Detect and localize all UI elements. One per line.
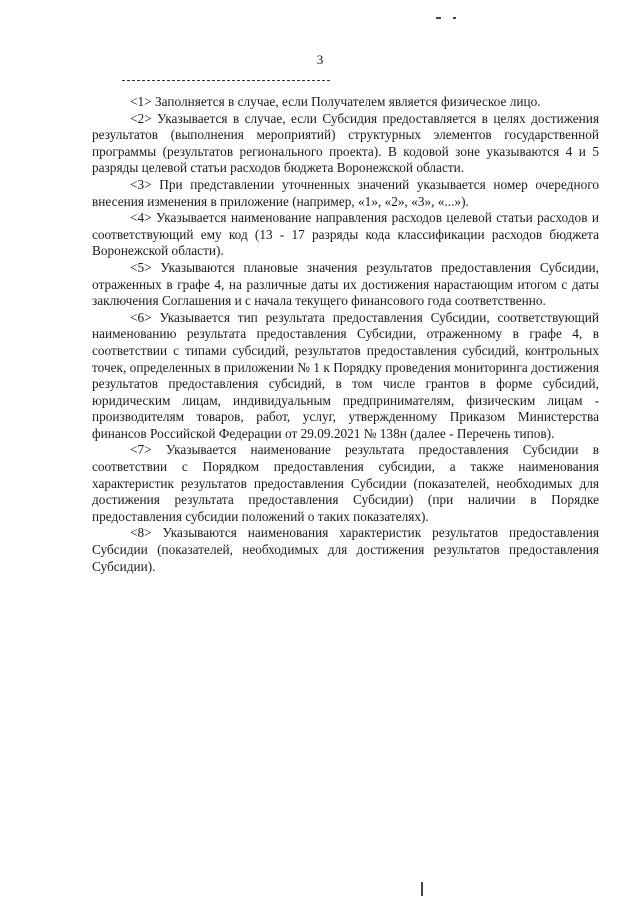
footnote-marker: <3>: [130, 176, 152, 192]
footnotes-list: [92, 94, 599, 575]
footnote-text: Указывается в случае, если Субсидия предоставляется в целях достижения результатов (выполнения мероприятий) структурных элементов государственной программы (результатов регионального проекта). В кодовой зоне указываются 4 и 5 разряды целевой статьи расходов бюджета Воронежской области.: [92, 110, 599, 176]
footnote-1: [92, 94, 599, 111]
footnote-marker: <2>: [130, 110, 152, 126]
footnote-marker: <4>: [130, 210, 152, 226]
footnote-marker: <8>: [130, 525, 152, 541]
footnote-text: Указывается тип результата предоставления Субсидии, соответствующий наименованию результата предоставления Субсидии, отраженному в графе 4, в соответствии с типами субсидий, результатов предоставления субсидий, контрольных точек, определенных в приложении № 1 к Порядку проведения мониторинга достижения результатов предоставления субсидий, в том числе грантов в форме субсидий, юридическим лицам, индивидуальным предпринимателям, физическим лицам - производителям товаров, работ, услуг, утвержденному Приказом Министерства финансов Российской Федерации от 29.09.2021 № 138н (далее - Перечень типов).: [92, 309, 599, 441]
page-number: 3: [316, 52, 324, 67]
footnote-marker: <7>: [130, 442, 152, 458]
footnote-8: [92, 525, 599, 575]
footnote-6: [92, 310, 599, 443]
footnote-marker: <5>: [130, 259, 152, 275]
footnote-separator: [122, 80, 330, 81]
scan-speck: [453, 17, 456, 19]
footnote-3: [92, 177, 599, 210]
footnote-text: Заполняется в случае, если Получателем является физическое лицо.: [151, 94, 541, 109]
scan-speck: [436, 17, 441, 19]
footnote-marker: <6>: [130, 309, 152, 325]
footnote-text: Указываются наименования характеристик результатов предоставления Субсидии (показателей, необходимых для достижения результатов предоставления Субсидии).: [92, 525, 599, 574]
footnote-text: Указывается наименование результата предоставления Субсидии в соответствии с Порядком предоставления субсидии, а также наименования характеристик результатов предоставления Субсидии (показателей, необходимых для достижения результата предоставления Субсидии) (при наличии в Порядке предоставления субсидии положений о таких показателях).: [92, 442, 599, 524]
scan-speck: [421, 882, 423, 896]
footnote-4: [92, 210, 599, 260]
footnote-text: При представлении уточненных значений указывается номер очередного внесения изменения в приложение (например, «1», «2», «3», «...»).: [92, 176, 599, 209]
footnote-marker: <1>: [130, 94, 152, 109]
footnote-text: Указываются плановые значения результатов предоставления Субсидии, отраженных в графе 4, на различные даты их достижения нарастающим итогом с даты заключения Соглашения и с начала текущего финансового года соответственно.: [92, 259, 599, 309]
footnote-7: [92, 442, 599, 525]
footnote-2: [92, 111, 599, 177]
footnote-text: Указывается наименование направления расходов целевой статьи расходов и соответствующий ему код (13 - 17 разряды кода классификации расходов бюджета Воронежской области).: [92, 210, 599, 259]
footnote-5: [92, 260, 599, 310]
